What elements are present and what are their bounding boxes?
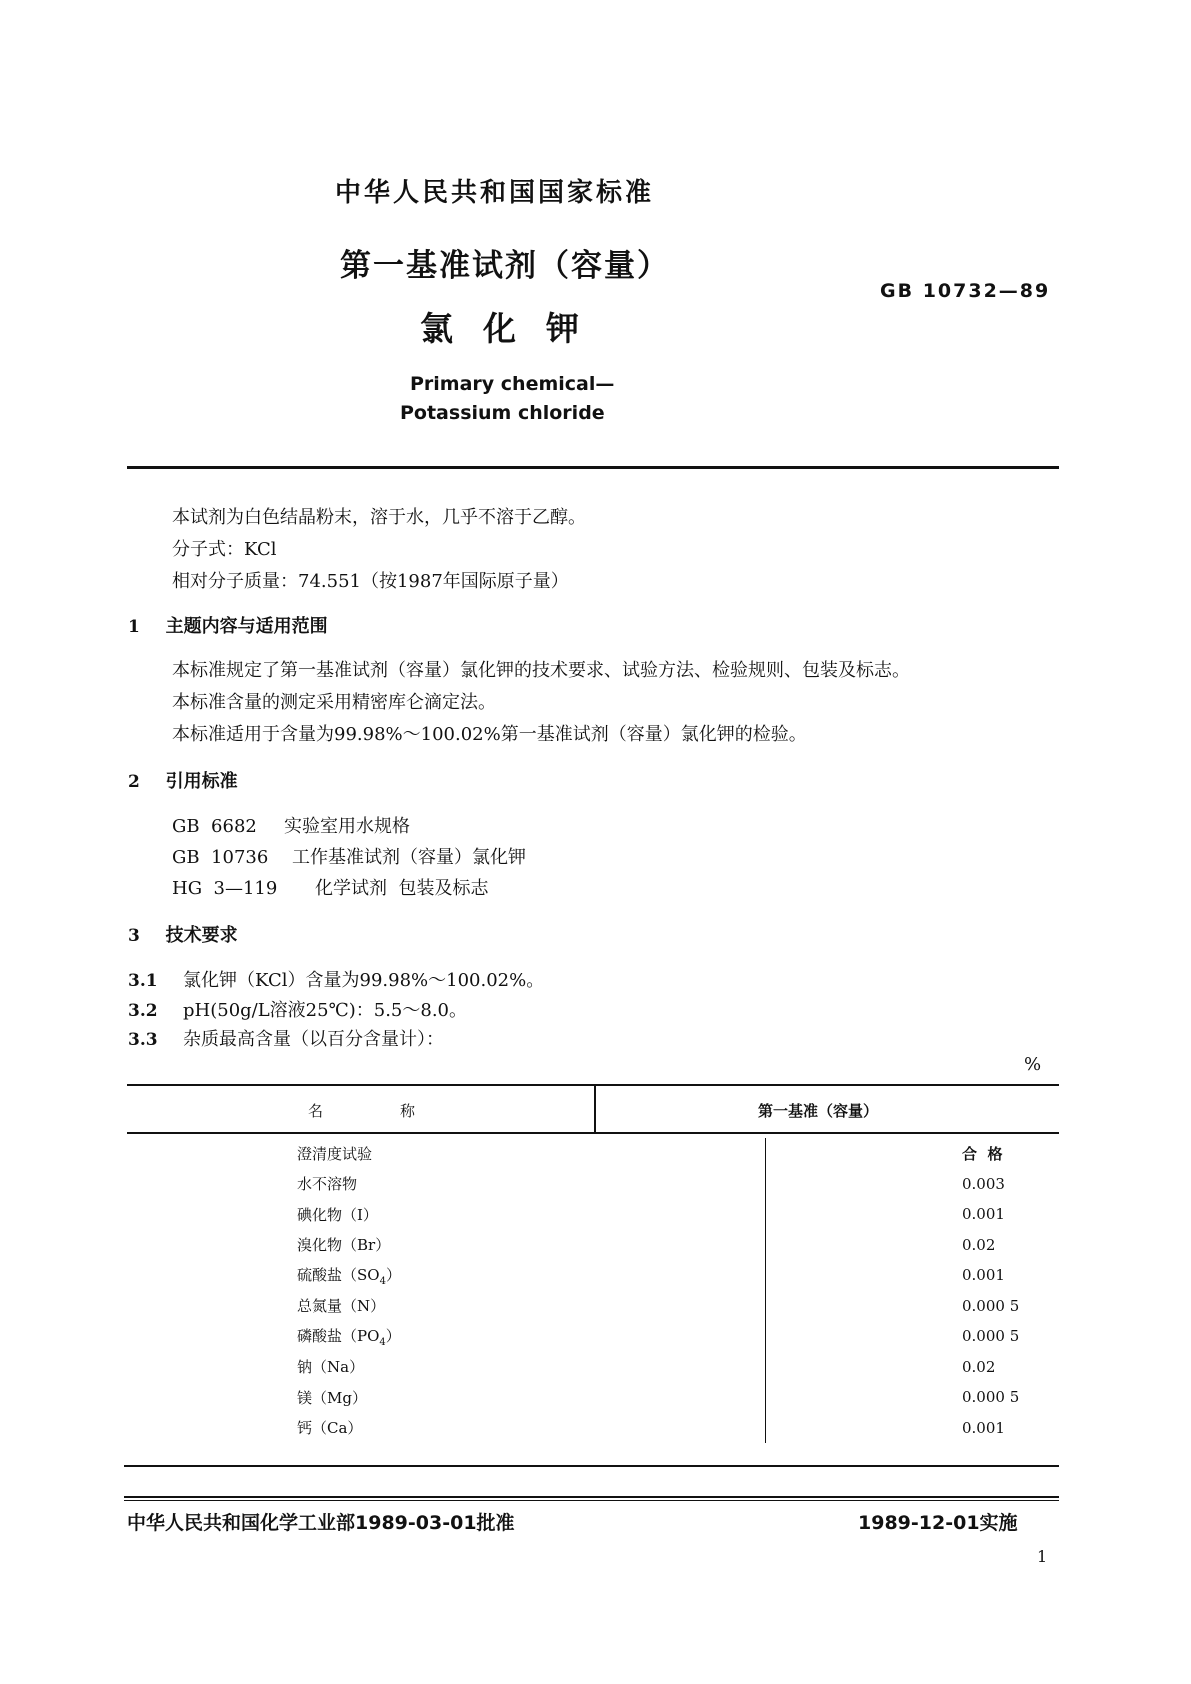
table-header-divider: [594, 1085, 596, 1133]
table-row: [127, 1291, 1059, 1322]
impurity-limit: 0.003: [962, 1174, 1005, 1193]
percent-unit: %: [1024, 1054, 1042, 1075]
impurity-limit: 0.02: [962, 1357, 996, 1376]
section1-paragraph1: 本标准规定了第一基准试剂（容量）氯化钾的技术要求、试验方法、检验规则、包装及标志。: [172, 660, 910, 681]
table-row: [127, 1413, 1059, 1444]
impurity-name: 碘化物（I）: [127, 1199, 766, 1230]
header-divider: [127, 466, 1059, 469]
reference-item: [172, 843, 526, 869]
section1-paragraph3: 本标准适用于含量为99.98%～100.02%第一基准试剂（容量）氯化钾的检验。: [172, 724, 807, 745]
impurity-limit: 0.001: [962, 1205, 1005, 1224]
impurity-name-main: 硫酸盐（SO: [297, 1265, 380, 1284]
reference-item: [172, 812, 410, 838]
impurity-name: 钙（Ca）: [127, 1413, 766, 1444]
gb-code: GB 10732—89: [880, 280, 1051, 302]
reference-name: 工作基准试剂（容量）氯化钾: [292, 847, 526, 868]
impurity-limit: 合 格: [962, 1144, 1003, 1163]
table-bottom-rule: [124, 1465, 1059, 1467]
footer-rule-bottom: [124, 1500, 1059, 1501]
section2-heading: [128, 767, 238, 793]
title-cn-line1: 第一基准试剂（容量）: [340, 248, 670, 284]
table-row: [127, 1138, 1059, 1169]
requirement-number: 3.1: [128, 971, 158, 991]
implementation-line: 1989-12-01实施: [858, 1512, 1018, 1534]
requirement-text: 氯化钾（KCl）含量为99.98%～100.02%。: [183, 970, 545, 991]
impurity-name: 总氮量（N）: [127, 1291, 766, 1322]
impurity-name: 镁（Mg）: [127, 1382, 766, 1413]
reference-code: HG 3—119: [172, 878, 278, 899]
section2-number: 2: [128, 772, 140, 792]
table-row: [127, 1321, 1059, 1352]
section2-title: 引用标准: [165, 771, 238, 792]
molecular-mass-line: 相对分子质量：74.551（按1987年国际原子量）: [172, 571, 569, 592]
table-row: [127, 1230, 1059, 1261]
page-number: 1: [1037, 1547, 1048, 1566]
impurity-name: 水不溶物: [127, 1169, 766, 1200]
table-header-grade: 第一基准（容量）: [758, 1102, 879, 1120]
reference-name: 实验室用水规格: [284, 816, 410, 837]
requirement-item: [128, 1025, 444, 1051]
approval-line: 中华人民共和国化学工业部1989-03-01批准: [127, 1512, 515, 1534]
footer-rule-top: [124, 1496, 1059, 1498]
impurity-name-tail: ）: [385, 1265, 401, 1284]
table-header-rule: [127, 1132, 1059, 1134]
description-text: 本试剂为白色结晶粉末，溶于水，几乎不溶于乙醇。: [172, 507, 586, 528]
impurity-limit: 0.001: [962, 1266, 1005, 1285]
table-row: [127, 1352, 1059, 1383]
section1-heading: [128, 612, 328, 638]
reference-name: 化学试剂 包装及标志: [315, 878, 489, 899]
formula-label: 分子式：: [172, 539, 244, 560]
section3-title: 技术要求: [165, 925, 238, 946]
title-en-line1: Primary chemical—: [410, 373, 615, 395]
impurity-name-tail: ）: [385, 1326, 401, 1345]
impurity-limit: 0.000 5: [962, 1296, 1020, 1315]
table-row: [127, 1199, 1059, 1230]
table-top-rule: [127, 1084, 1059, 1086]
reference-item: [172, 874, 488, 900]
impurity-name-subscript: 4: [379, 1336, 386, 1348]
table-row: [127, 1260, 1059, 1291]
section1-title: 主题内容与适用范围: [165, 616, 328, 637]
formula-line: [172, 535, 277, 561]
impurity-limit: 0.000 5: [962, 1327, 1020, 1346]
section3-heading: [128, 921, 238, 947]
impurity-limit: 0.001: [962, 1418, 1005, 1437]
reference-code: GB 10736: [172, 847, 269, 868]
requirement-item: [128, 996, 467, 1022]
section3-number: 3: [128, 926, 140, 946]
impurity-limit: 0.02: [962, 1235, 996, 1254]
impurity-limit: 0.000 5: [962, 1388, 1020, 1407]
title-en-line2: Potassium chloride: [400, 402, 605, 424]
impurity-name: [127, 1260, 766, 1291]
impurity-name: 溴化物（Br）: [127, 1230, 766, 1261]
requirement-text: pH(50g/L溶液25℃)：5.5～8.0。: [183, 1000, 468, 1021]
requirement-item: [128, 966, 544, 992]
impurity-name: 钠（Na）: [127, 1352, 766, 1383]
table-header-name-char2: 称: [400, 1102, 416, 1120]
section1-paragraph2: 本标准含量的测定采用精密库仑滴定法。: [172, 692, 496, 713]
formula-value: KCl: [244, 539, 277, 560]
impurity-table: [127, 1138, 1059, 1443]
requirement-number: 3.2: [128, 1001, 158, 1021]
impurity-name-main: 磷酸盐（PO: [297, 1326, 380, 1345]
table-row: [127, 1169, 1059, 1200]
impurity-name-subscript: 4: [379, 1275, 386, 1287]
requirement-text: 杂质最高含量（以百分含量计）：: [183, 1029, 444, 1050]
table-row: [127, 1382, 1059, 1413]
table-header-name-char1: 名: [308, 1102, 324, 1120]
national-standard-label: 中华人民共和国国家标准: [335, 178, 655, 208]
impurity-name: 澄清度试验: [127, 1138, 766, 1169]
title-cn-line2: 氯化钾: [420, 309, 609, 348]
requirement-number: 3.3: [128, 1030, 158, 1050]
impurity-name: [127, 1321, 766, 1352]
reference-code: GB 6682: [172, 816, 257, 837]
section1-number: 1: [128, 617, 140, 637]
